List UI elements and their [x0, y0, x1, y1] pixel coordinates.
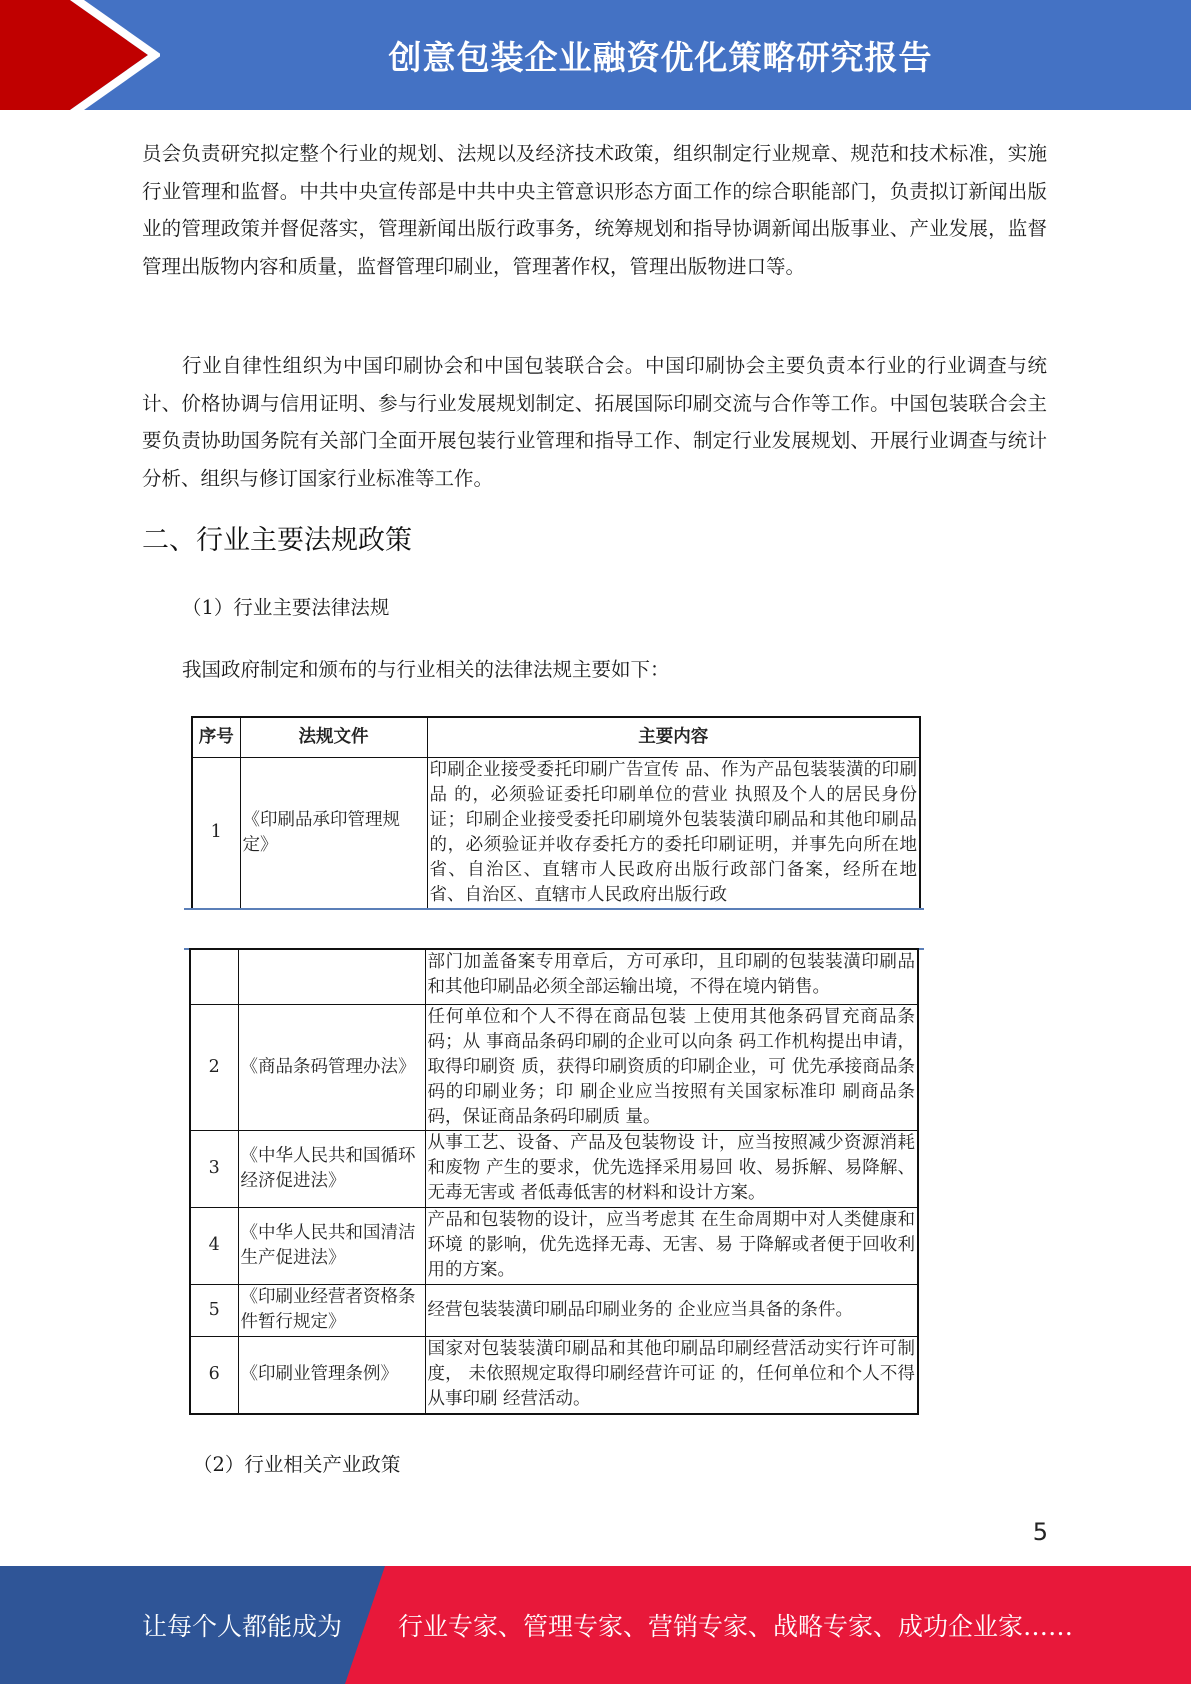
table-row — [190, 1130, 918, 1207]
row-doc: 《中华人民共和国清洁生产促进法》 — [238, 1207, 425, 1284]
row-content: 国家对包装装潢印刷品和其他印刷品印刷经营活动实行许可制度， 未依照规定取得印刷经营许可证 的，任何单位和个人不得从事印刷 经营活动。 — [425, 1336, 918, 1414]
table-row — [192, 757, 920, 909]
header-num: 序号 — [192, 717, 240, 757]
footer-slogan-right: 行业专家、管理专家、营销专家、战略专家、成功企业家…… — [398, 1612, 1074, 1641]
subsection-title-1: （1）行业主要法律法规 — [182, 596, 390, 619]
intro-text: 我国政府制定和颁布的与行业相关的法律法规主要如下： — [182, 658, 670, 681]
report-title: 创意包装企业融资优化策略研究报告 — [388, 37, 933, 77]
table-row — [190, 1004, 918, 1130]
row-num: 2 — [190, 1004, 238, 1130]
subsection-title-2: （2）行业相关产业政策 — [193, 1453, 401, 1476]
table-row — [190, 1284, 918, 1336]
row-num: 6 — [190, 1336, 238, 1414]
paragraph-1: 员会负责研究拟定整个行业的规划、法规以及经济技术政策，组织制定行业规章、规范和技术标准，实施行业管理和监督。中共中央宣传部是中共中央主管意识形态方面工作的综合职能部门，负责拟订新闻出版业的管理政策并督促落实，管理新闻出版行政事务，统筹规划和指导协调新闻出版事业、产业发展，监督管理出版物内容和质量，监督管理印刷业，管理著作权，管理出版物进口等。 — [142, 142, 1047, 278]
row-num — [190, 949, 238, 1004]
row-content: 产品和包装物的设计，应当考虑其 在生命周期中对人类健康和环境 的影响，优先选择无毒、无害、易 于降解或者便于回收利用的方案。 — [425, 1207, 918, 1284]
regulations-table-part-1 — [191, 716, 921, 910]
row-num: 1 — [192, 757, 240, 909]
table-header-row — [192, 717, 920, 757]
row-num: 4 — [190, 1207, 238, 1284]
page-number: 5 — [1032, 1518, 1048, 1546]
page-header — [0, 0, 1191, 110]
row-doc: 《中华人民共和国循环经济促进法》 — [238, 1130, 425, 1207]
footer-slogan-left: 让每个人都能成为 — [142, 1612, 343, 1641]
row-content: 印刷企业接受委托印刷广告宣传 品、作为产品包装装潢的印刷品 的，必须验证委托印刷单位的营业 执照及个人的居民身份证；印刷企业接受委托印刷境外包装装潢印刷品和其他印刷品的，必须验证并收存委托方的委托印刷证明，并事先向所在地省、自治区、直辖市人民政府出版行政部门备案，经所在地省、自治区、直辖市人民政府出版行政 — [427, 757, 920, 909]
page-footer — [0, 1566, 1191, 1684]
row-content: 部门加盖备案专用章后，方可承印，且印刷的包装装潢印刷品和其他印刷品必须全部运输出境，不得在境内销售。 — [425, 949, 918, 1004]
row-doc: 《印刷业管理条例》 — [238, 1336, 425, 1414]
row-content: 经营包装装潢印刷品印刷业务的 企业应当具备的条件。 — [425, 1284, 918, 1336]
paragraph-2: 行业自律性组织为中国印刷协会和中国包装联合会。中国印刷协会主要负责本行业的行业调查与统计、价格协调与信用证明、参与行业发展规划制定、拓展国际印刷交流与合作等工作。中国包装联合会主要负责协助国务院有关部门全面开展包装行业管理和指导工作、制定行业发展规划、开展行业调查与统计分析、组织与修订国家行业标准等工作。 — [142, 354, 1047, 490]
row-doc: 《商品条码管理办法》 — [238, 1004, 425, 1130]
table-break-line-top — [184, 908, 924, 910]
regulations-table-part-2 — [189, 948, 919, 1415]
row-doc — [238, 949, 425, 1004]
row-content: 任何单位和个人不得在商品包装 上使用其他条码冒充商品条码；从 事商品条码印刷的企业可以向条 码工作机构提出申请，取得印刷资 质，获得印刷资质的印刷企业，可 优先承接商品条码的印刷业务；印 刷企业应当按照有关国家标准印 刷商品条码，保证商品条码印刷质 量。 — [425, 1004, 918, 1130]
row-num: 5 — [190, 1284, 238, 1336]
table-row — [190, 1207, 918, 1284]
header-content: 主要内容 — [427, 717, 920, 757]
row-content: 从事工艺、设备、产品及包装物设 计，应当按照减少资源消耗和废物 产生的要求，优先选择采用易回 收、易拆解、易降解、无毒无害或 者低毒低害的材料和设计方案。 — [425, 1130, 918, 1207]
row-num: 3 — [190, 1130, 238, 1207]
row-doc: 《印刷业经营者资格条件暂行规定》 — [238, 1284, 425, 1336]
table-row — [190, 1336, 918, 1414]
section-title: 二、行业主要法规政策 — [142, 525, 412, 556]
row-doc: 《印刷品承印管理规定》 — [240, 757, 427, 909]
table-row — [190, 949, 918, 1004]
chevron-decoration — [0, 0, 160, 110]
header-doc: 法规文件 — [240, 717, 427, 757]
